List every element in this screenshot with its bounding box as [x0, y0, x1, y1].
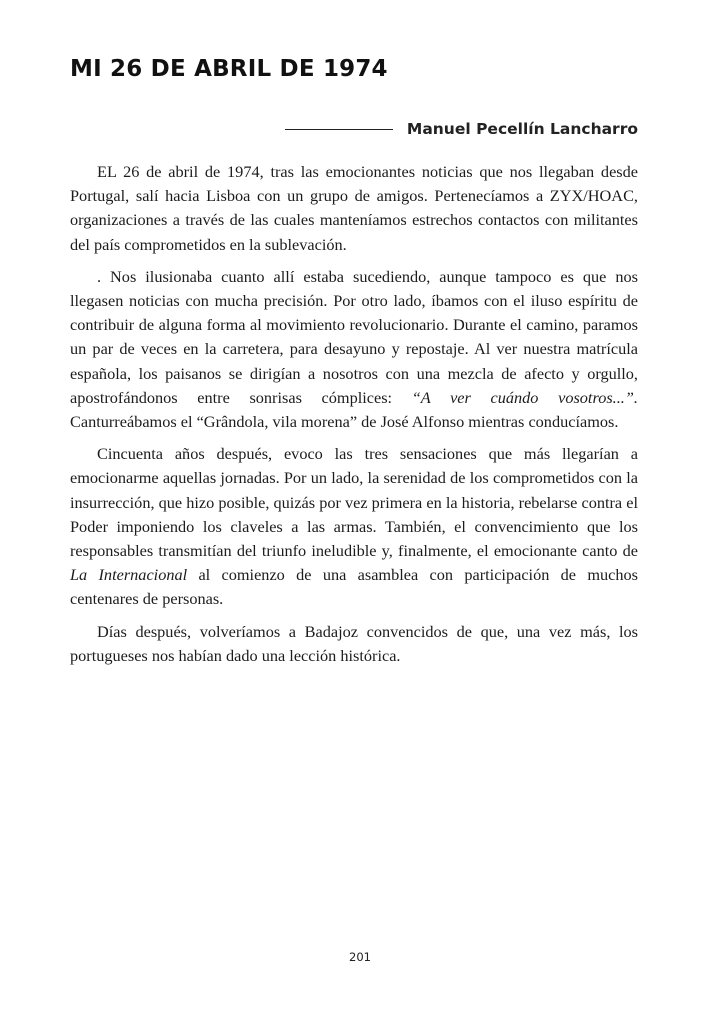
byline — [285, 120, 638, 138]
paragraph-2-text-after: Canturreábamos el “Grândola, vila morena” de José Alfonso mientras conducíamos. — [70, 412, 619, 432]
paragraph-3 — [70, 442, 638, 611]
paragraph-1-text: EL 26 de abril de 1974, tras las emocionantes noticias que nos llegaban desde Portugal, salí hacia Lisboa con un grupo de amigos. Pertenecíamos a ZYX/HOAC, organizaciones a través de las cuales manteníamos estrechos contactos con militantes del país comprometidos en la sublevación. — [70, 162, 638, 254]
paragraph-3-italic-title: La Internacional — [70, 565, 188, 585]
byline-rule — [285, 129, 393, 130]
article-body — [70, 160, 638, 668]
paragraph-4 — [70, 620, 638, 668]
paragraph-3-text-after: al comienzo de una asamblea con participación de muchos centenares de personas. — [70, 565, 638, 609]
author-name: Manuel Pecellín Lancharro — [406, 120, 638, 138]
paragraph-2-text-before: . Nos ilusionaba cuanto allí estaba sucediendo, aunque tampoco es que nos llegasen noticias con mucha precisión. Por otro lado, íbamos con el iluso espíritu de contribuir de alguna forma al movimiento revolucionario. Durante el camino, paramos un par de veces en la carretera, para desayuno y repostaje. Al ver nuestra matrícula española, los paisanos se dirigían a nosotros con una mezcla de afecto y orgullo, apostrofándonos entre sonrisas cómplices: — [70, 266, 638, 407]
paragraph-2-italic-quote: “A ver cuándo vosotros...”. — [411, 387, 639, 407]
paragraph-2 — [70, 265, 638, 434]
paragraph-4-text: Días después, volveríamos a Badajoz convencidos de que, una vez más, los portugueses nos habían dado una lección histórica. — [70, 621, 638, 665]
paragraph-1 — [70, 160, 638, 257]
paragraph-3-text-before: Cincuenta años después, evoco las tres sensaciones que más llegarían a emocionarme aquellas jornadas. Por un lado, la serenidad de los comprometidos con la insurrección, que hizo posible, quizás por vez primera en la historia, rebelarse contra el Poder imponiendo los claveles a las armas. También, el convencimiento que los responsables transmitían del triunfo ineludible y, finalmente, el emocionante canto de — [70, 444, 638, 561]
page-title: MI 26 DE ABRIL DE 1974 — [70, 56, 388, 82]
page-number: 201 — [349, 950, 371, 964]
